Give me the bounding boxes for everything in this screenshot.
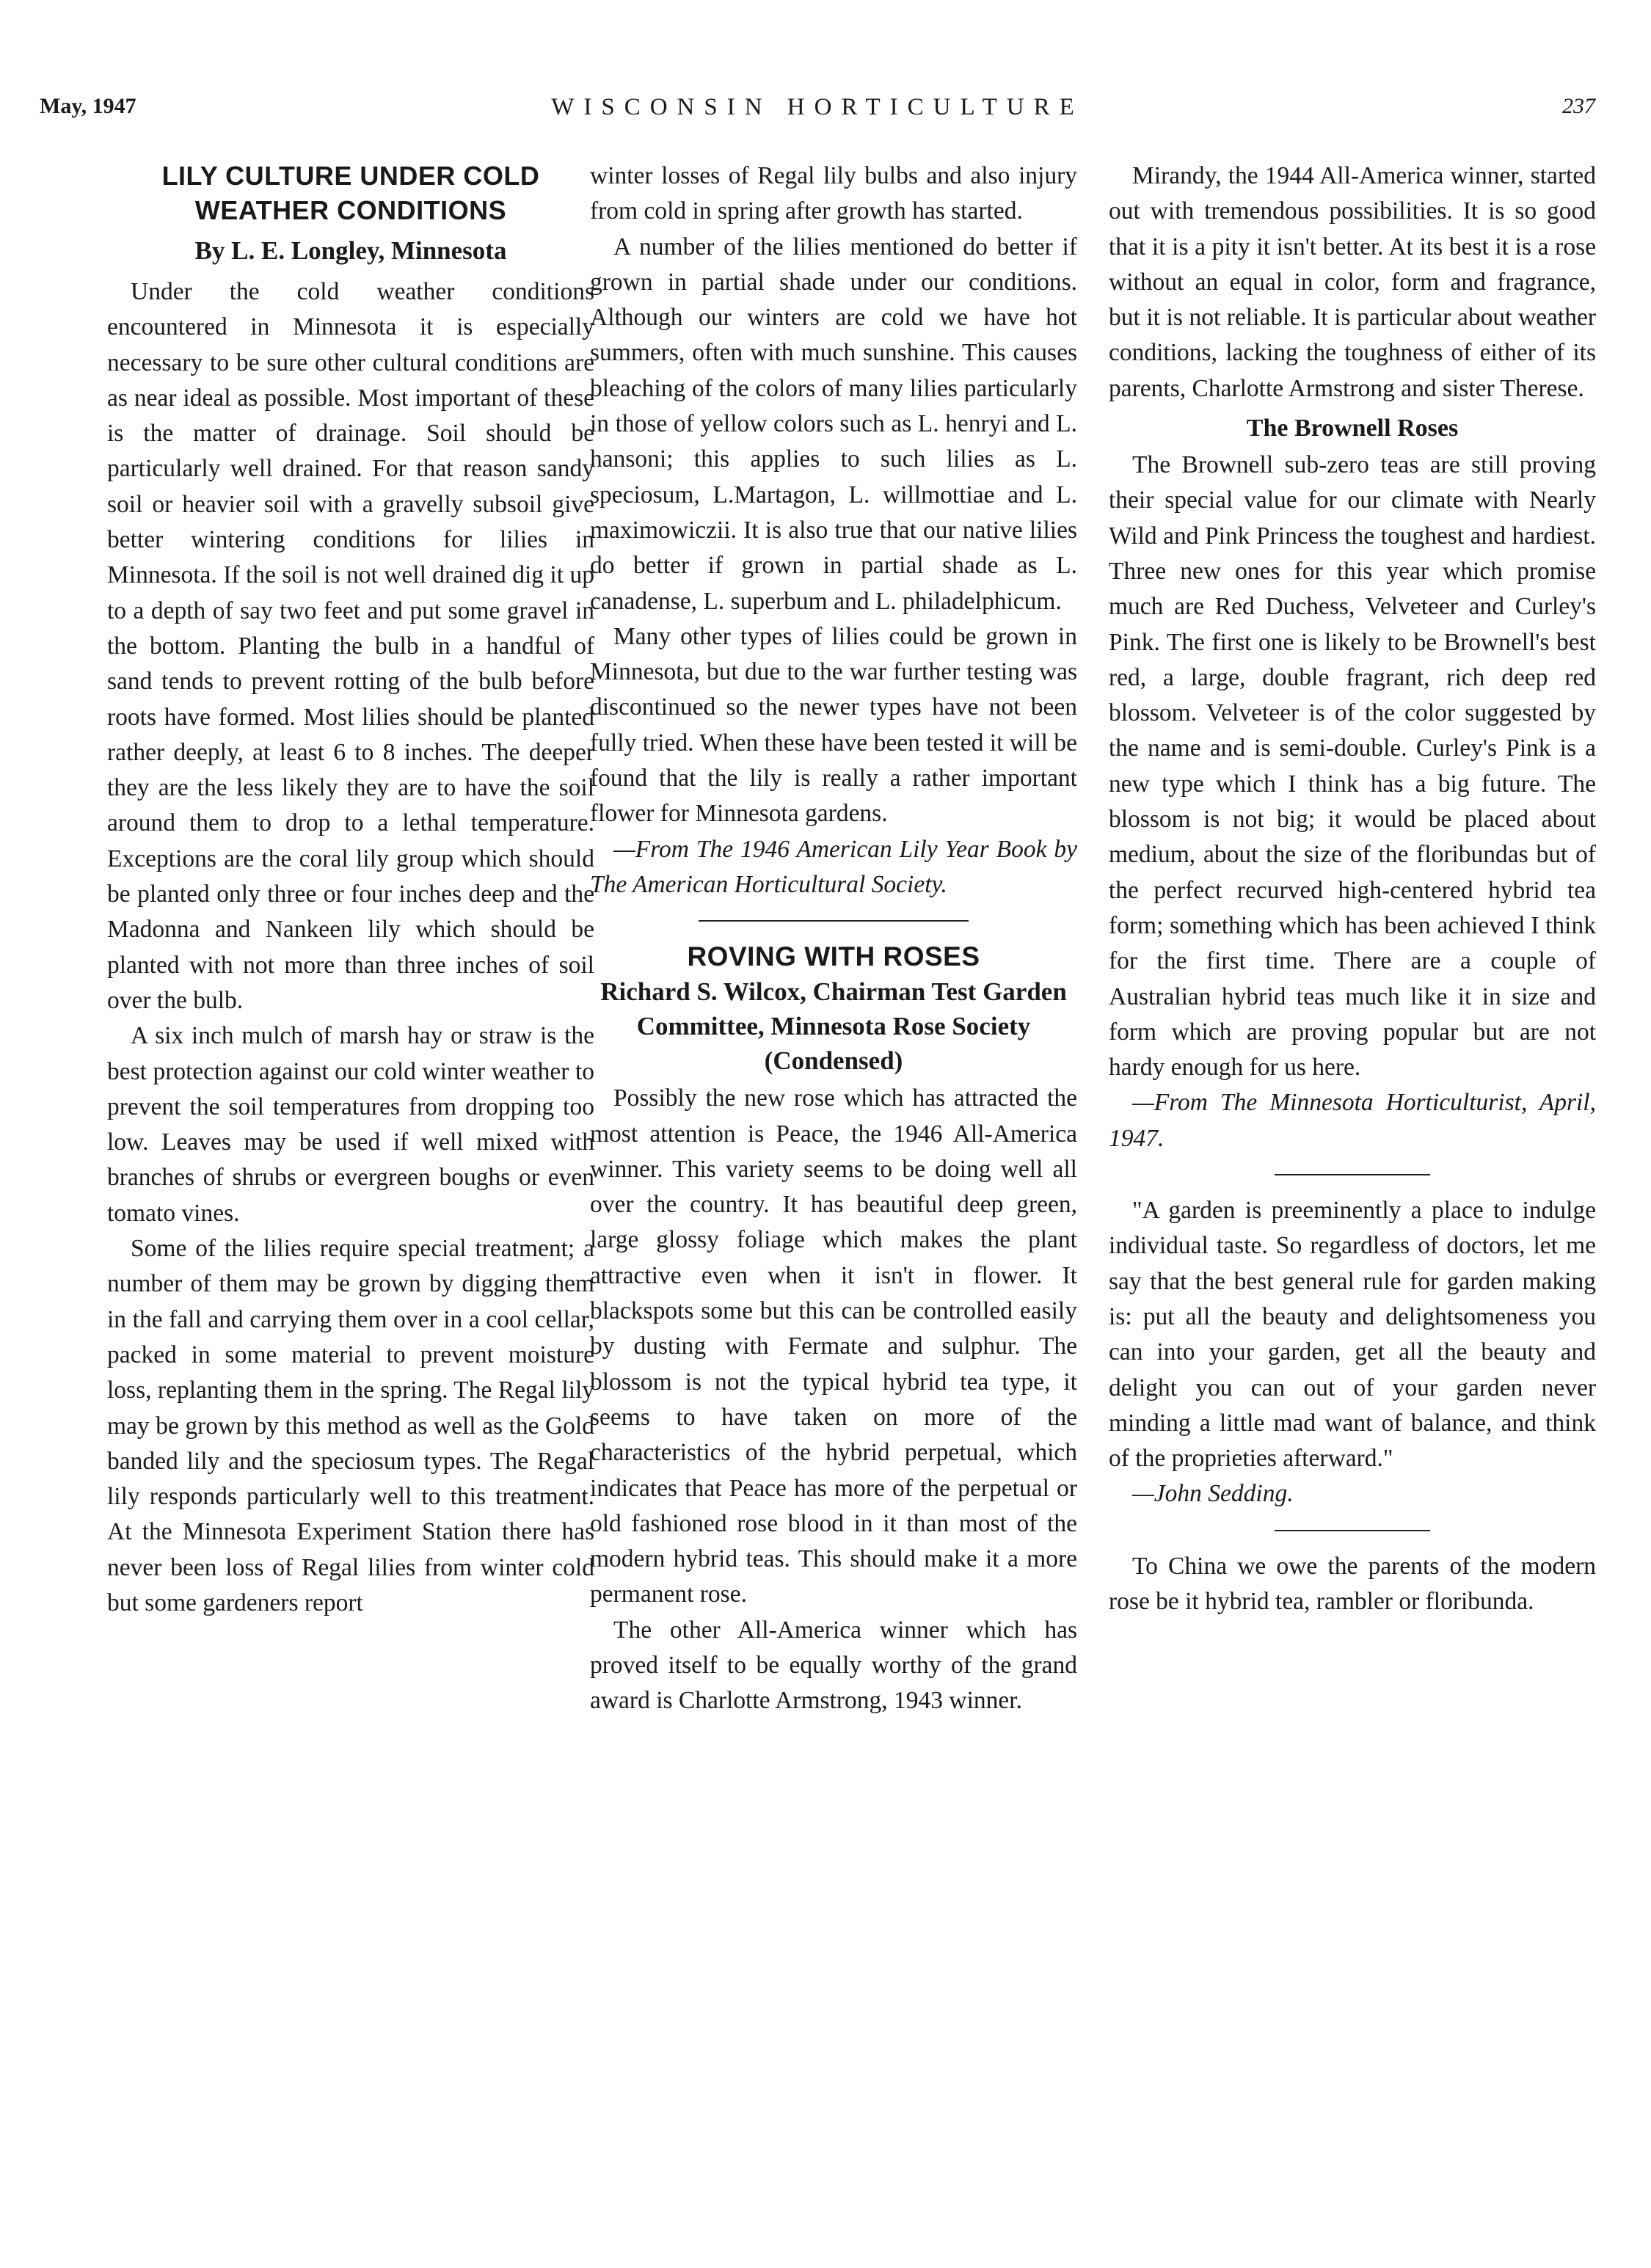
section-divider (699, 920, 969, 922)
page-number: 237 (1562, 94, 1595, 118)
lily-paragraph-1: Under the cold weather conditions encountered in Minnesota it is especially necessary to be sure other cultural conditions are as near ideal as possible. Most important of these is the matter of drainage. Soil should be particularly well drained. For that reason sandy soil or heavier soil with a gravelly subsoil give better wintering conditions for lilies in Minnesota. If the soil is not well drained dig it up to a depth of say two feet and put some gravel in the bottom. Planting the bulb in a handful of sand tends to prevent rotting of the bulb before roots have formed. Most lilies should be planted rather deeply, at least 6 to 8 inches. The deeper they are the less likely they are to have the soil around them to drop to a lethal temperature. Exceptions are the coral lily group which should be planted only three or four inches deep and the Madonna and Nankeen lily which should be planted with not more than three inches of soil over the bulb. (107, 278, 594, 1014)
lily-article-title: LILY CULTURE UNDER COLD WEATHER CONDITIONS (161, 161, 540, 225)
brownell-roses-heading: The Brownell Roses (1246, 415, 1459, 442)
section-divider (1275, 1530, 1430, 1531)
issue-date: May, 1947 (40, 94, 136, 118)
lily-paragraph-2: A six inch mulch of marsh hay or straw is the best protection against our cold winter weather to prevent the soil temperatures from dropping too low. Leaves may be used if well mixed with branches of shrubs or evergreen boughs or even tomato vines. (107, 1022, 594, 1227)
roses-paragraph-3: Mirandy, the 1944 All-America winner, started out with tremendous possibilities. It is so good that it is a pity it isn't better. At its best it is a rose without an equal in color, form and fragrance, but it is not reliable. It is particular about weather conditions, lacking the toughness of either of its parents, Charlotte Armstrong and sister Therese. (1109, 162, 1596, 402)
page-header (40, 94, 1595, 123)
column-3 (1109, 158, 1596, 1619)
roses-paragraph-1: Possibly the new rose which has attracted the most attention is Peace, the 1946 All-America winner. This variety seems to be doing well all over the country. It has beautiful deep green, large glossy foliage which makes the plant attractive even when it isn't in flower. It blackspots some but this can be controlled easily by dusting with Fermate and sulphur. The blossom is not the typical hybrid tea type, it seems to have taken on more of the characteristics of the hybrid perpetual, which indicates that Peace has more of the perpetual or old fashioned rose blood in it than most of the modern hybrid teas. This should make it a more permanent rose. (590, 1084, 1077, 1608)
publication-title: WISCONSIN HORTICULTURE (551, 94, 1084, 120)
brownell-paragraph: The Brownell sub-zero teas are still proving their special value for our climate with Nearly Wild and Pink Princess the toughest and hardiest. Three new ones for this year which promise much are Red Duchess, Velveteer and Curley's Pink. The first one is likely to be Brownell's best red, a large, double fragrant, rich deep red blossom. Velveteer is of the color suggested by the name and is semi-double. Curley's Pink is a new type which I think has a big future. The blossom is not big; it would be placed about medium, about the size of the floribundas but of the perfect recurved high-centered hybrid tea form; something which has been achieved I think for the first time. There are a couple of Australian hybrid teas much like it in size and form which are proving popular but are not hardy enough for us here. (1109, 451, 1596, 1082)
roses-article-title: ROVING WITH ROSES (687, 941, 980, 972)
lily-article-byline: By L. E. Longley, Minnesota (194, 236, 507, 265)
section-divider (1275, 1174, 1430, 1175)
china-note: To China we owe the parents of the modern rose be it hybrid tea, rambler or floribunda. (1109, 1552, 1596, 1615)
column-2 (590, 158, 1077, 1719)
lily-paragraph-5: Many other types of lilies could be grown in Minnesota, but due to the war further testing was discontinued so the newer types have not been fully tried. When these have been tested it will be found that the lily is really a rather important flower for Minnesota gardens. (590, 622, 1077, 828)
garden-quote: "A garden is preeminently a place to indulge individual taste. So regardless of doctors, let me say that the best general rule for garden making is: put all the beauty and delightsomeness you can into your garden, get all the beauty and delight you can out of your garden never minding a little mad want of balance, and think of the proprieties afterward." (1109, 1197, 1596, 1473)
roses-article-byline: Richard S. Wilcox, Chairman Test Garden Committee, Minnesota Rose Society (Condensed) (600, 977, 1067, 1076)
roses-paragraph-2: The other All-America winner which has proved itself to be equally worthy of the grand award is Charlotte Armstrong, 1943 winner. (590, 1616, 1077, 1715)
lily-paragraph-4: A number of the lilies mentioned do better if grown in partial shade under our conditions. Although our winters are cold we have hot summers, often with much sunshine. This causes bleaching of the colors of many lilies particularly in those of yellow colors such as L. henryi and L. hansoni; this applies to such lilies as L. speciosum, L.Martagon, L. willmottiae and L. maximowiczii. It is also true that our native lilies do better if grown in partial shade as L. canadense, L. superbum and L. philadelphicum. (590, 233, 1077, 615)
roses-source-credit: —From The Minnesota Horticulturist, April, 1947. (1109, 1089, 1596, 1152)
quote-author: —John Sedding. (1132, 1480, 1294, 1508)
lily-source-credit: —From The 1946 American Lily Year Book by The American Horticultural Society. (590, 835, 1077, 898)
lily-paragraph-3: Some of the lilies require special treatment; a number of them may be grown by digging them in the fall and carrying them over in a cool cellar, packed in some material to prevent moisture loss, replanting them in the spring. The Regal lily may be grown by this method as well as the Gold banded lily and the speciosum types. The Regal lily responds particularly well to this treatment. At the Minnesota Experiment Station there has never been loss of Regal lilies from winter cold but some gardeners report (107, 1235, 594, 1616)
lily-paragraph-3-continued: winter losses of Regal lily bulbs and also injury from cold in spring after growth has started. (590, 162, 1077, 225)
column-1 (107, 158, 594, 1621)
